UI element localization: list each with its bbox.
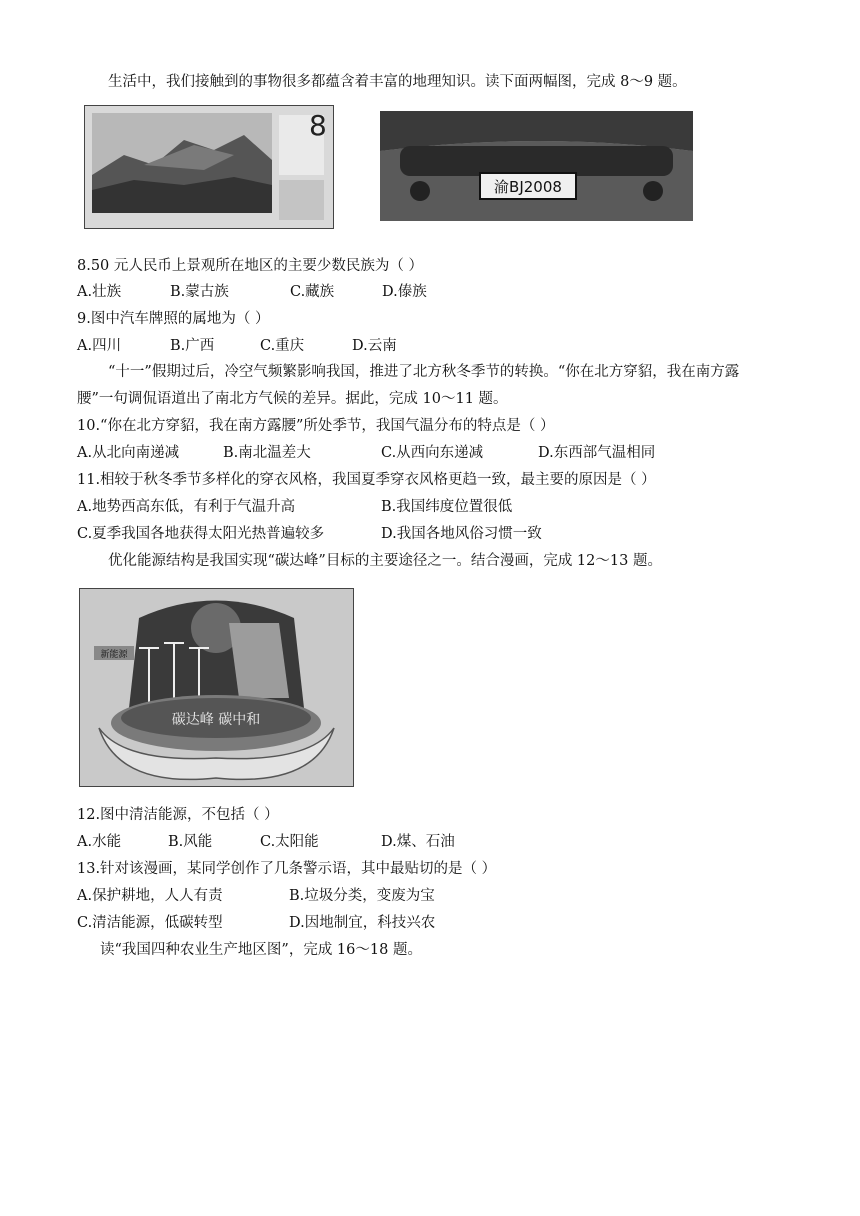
question-8: 8.50 元人民币上景观所在地区的主要少数民族为（ ） (77, 258, 424, 274)
q12-option-a[interactable]: A.水能 (77, 834, 122, 850)
q8-option-a[interactable]: A.壮族 (77, 284, 122, 300)
intro-16-18: 读“我国四种农业生产地区图”，完成 16～18 题。 (100, 942, 422, 958)
question-13: 13.针对该漫画，某同学创作了几条警示语，其中最贴切的是（ ） (77, 861, 497, 877)
carbon-cartoon-image (79, 588, 354, 787)
intro-10-11-line2: 腰”一句调侃语道出了南北方气候的差异。据此，完成 10～11 题。 (77, 391, 508, 407)
intro-12-13: 优化能源结构是我国实现“碳达峰”目标的主要途径之一。结合漫画，完成 12～13 题。 (108, 553, 662, 569)
car-plate-image (380, 111, 693, 221)
q11-option-a[interactable]: A.地势西高东低，有利于气温升高 (77, 499, 296, 515)
cartoon-corner-text: 新能源 (100, 650, 128, 660)
plate-text: 渝BJ2008 (494, 178, 562, 196)
question-10: 10.“你在北方穿貂，我在南方露腰”所处季节，我国气温分布的特点是（ ） (77, 418, 555, 434)
intro-10-11-line1: “十一”假期过后，冷空气频繁影响我国，推进了北方秋冬季节的转换。“你在北方穿貂，我在南方露 (108, 364, 740, 380)
q8-option-d[interactable]: D.傣族 (382, 284, 427, 300)
question-9: 9.图中汽车牌照的属地为（ ） (77, 311, 270, 327)
q12-option-d[interactable]: D.煤、石油 (381, 834, 455, 850)
q9-option-d[interactable]: D.云南 (352, 338, 397, 354)
q11-option-d[interactable]: D.我国各地风俗习惯一致 (381, 526, 542, 542)
q8-option-c[interactable]: C.藏族 (290, 284, 335, 300)
q11-option-c[interactable]: C.夏季我国各地获得太阳光热普遍较多 (77, 526, 325, 542)
q9-option-b[interactable]: B.广西 (170, 338, 215, 354)
q8-option-b[interactable]: B.蒙古族 (170, 284, 229, 300)
intro-8-9: 生活中，我们接触到的事物很多都蕴含着丰富的地理知识。读下面两幅图，完成 8～9 题。 (108, 74, 687, 90)
cartoon-banner-text: 碳达峰 碳中和 (171, 712, 261, 728)
q13-option-b[interactable]: B.垃圾分类，变废为宝 (289, 888, 435, 904)
banknote-image (84, 105, 334, 229)
question-11: 11.相较于秋冬季节多样化的穿衣风格，我国夏季穿衣风格更趋一致，最主要的原因是（ ） (77, 472, 656, 488)
q12-option-c[interactable]: C.太阳能 (260, 834, 319, 850)
q10-option-a[interactable]: A.从北向南递减 (77, 445, 180, 461)
question-12: 12.图中清洁能源，不包括（ ） (77, 807, 279, 823)
q13-option-d[interactable]: D.因地制宜，科技兴农 (289, 915, 436, 931)
q13-option-a[interactable]: A.保护耕地，人人有责 (77, 888, 223, 904)
q9-option-a[interactable]: A.四川 (77, 338, 122, 354)
q9-option-c[interactable]: C.重庆 (260, 338, 305, 354)
q10-option-c[interactable]: C.从西向东递减 (381, 445, 484, 461)
q10-option-b[interactable]: B.南北温差大 (223, 445, 311, 461)
q12-option-b[interactable]: B.风能 (168, 834, 213, 850)
q10-option-d[interactable]: D.东西部气温相同 (538, 445, 656, 461)
q13-option-c[interactable]: C.清洁能源，低碳转型 (77, 915, 223, 931)
svg-text:8: 8 (309, 109, 327, 142)
q11-option-b[interactable]: B.我国纬度位置很低 (381, 499, 513, 515)
